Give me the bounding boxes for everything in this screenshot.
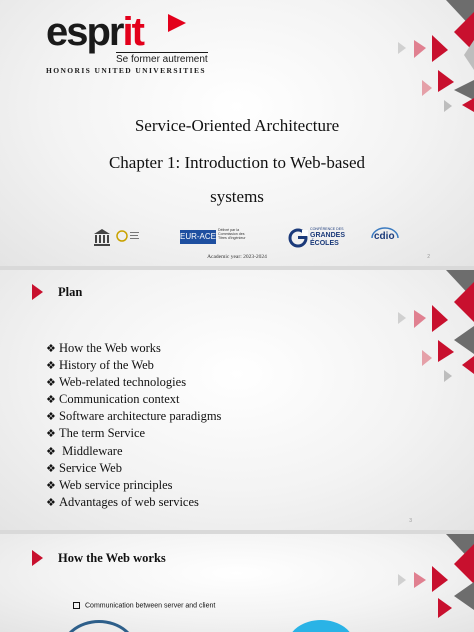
checkbox-bullet-icon — [73, 602, 80, 609]
plan-item-label: How the Web works — [59, 341, 161, 355]
plan-item — [46, 391, 221, 408]
plan-item — [46, 460, 221, 477]
cge-label-top: CONFÉRENCE DES — [310, 227, 344, 231]
cge-label-mid: GRANDES — [310, 232, 346, 239]
chapter-title-line2: systems — [210, 187, 264, 206]
wordmark-part-a: espr — [46, 10, 123, 54]
chapter-title — [0, 146, 474, 214]
diamond-bullet-icon: ❖ — [46, 428, 56, 441]
heading-marker-icon — [32, 284, 43, 300]
logo-red-triangle-icon — [168, 14, 186, 32]
academic-year: Academic year: 2023-2024 — [207, 254, 267, 260]
diamond-bullet-icon: ❖ — [46, 377, 56, 390]
plan-item — [46, 425, 221, 442]
sub-item — [73, 602, 215, 609]
diamond-bullet-icon: ❖ — [46, 462, 56, 475]
triangle-pattern-decoration — [314, 270, 474, 390]
plan-heading: Plan — [58, 285, 83, 299]
diamond-bullet-icon: ❖ — [46, 360, 56, 373]
plan-item-label: History of the Web — [59, 358, 154, 373]
plan-item — [46, 408, 221, 425]
page-number: 3 — [409, 518, 412, 524]
page-number: 2 — [427, 254, 430, 260]
plan-item-label: Middleware — [59, 443, 123, 458]
plan-item — [46, 477, 221, 494]
honoris-network-label: HONORIS UNITED UNIVERSITIES — [46, 66, 206, 75]
plan-item-label: The term Service — [59, 426, 146, 441]
plan-item — [46, 340, 221, 357]
eurace-logo — [180, 228, 244, 248]
course-title: Service-Oriented Architecture — [134, 116, 340, 135]
cdio-logo — [368, 226, 402, 250]
plan-slide — [0, 270, 474, 530]
unesco-logo-icon — [92, 228, 140, 248]
logo-tagline: Se former autrement — [116, 54, 208, 65]
plan-item-label: Web-related technologies — [59, 375, 187, 390]
diamond-bullet-icon: ❖ — [46, 394, 56, 407]
diamond-bullet-icon: ❖ — [46, 479, 56, 492]
cge-label-bot: ÉCOLES — [310, 240, 339, 247]
heading-marker-icon — [32, 550, 43, 566]
cdio-label: cdio — [374, 231, 395, 242]
cge-g-icon — [288, 228, 308, 248]
eurace-note: Délivré par la Commission des Titres d'Ingénieur — [218, 228, 246, 241]
plan-item-label: Software architecture paradigms — [59, 409, 222, 424]
esprit-wordmark — [46, 12, 143, 52]
plan-item-label: Communication context — [59, 392, 180, 407]
plan-item-label: Advantages of web services — [59, 494, 199, 509]
diamond-bullet-icon: ❖ — [46, 343, 56, 355]
diamond-bullet-icon: ❖ — [46, 411, 56, 424]
title-slide — [0, 0, 474, 266]
diamond-bullet-icon: ❖ — [46, 496, 56, 509]
partner-logos — [0, 222, 474, 254]
diamond-bullet-icon: ❖ — [46, 445, 56, 458]
eurace-label: EUR-ACE — [180, 230, 216, 244]
plan-list — [46, 340, 221, 511]
plan-item-label: Service Web — [59, 460, 122, 475]
triangle-pattern-decoration — [314, 534, 474, 632]
plan-item — [46, 443, 221, 460]
plan-item-label: Web service principles — [59, 477, 173, 492]
section-heading: How the Web works — [58, 551, 166, 565]
triangle-pattern-decoration — [314, 0, 474, 120]
cge-logo — [288, 226, 352, 250]
client-diagram-shape — [60, 620, 138, 632]
wordmark-part-b: it — [122, 10, 143, 54]
plan-item — [46, 357, 221, 374]
how-web-works-slide — [0, 534, 474, 632]
plan-item — [46, 374, 221, 391]
plan-item — [46, 494, 221, 511]
sub-item-label: Communication between server and client — [85, 602, 216, 610]
chapter-title-line1: Chapter 1: Introduction to Web-based — [108, 153, 366, 172]
